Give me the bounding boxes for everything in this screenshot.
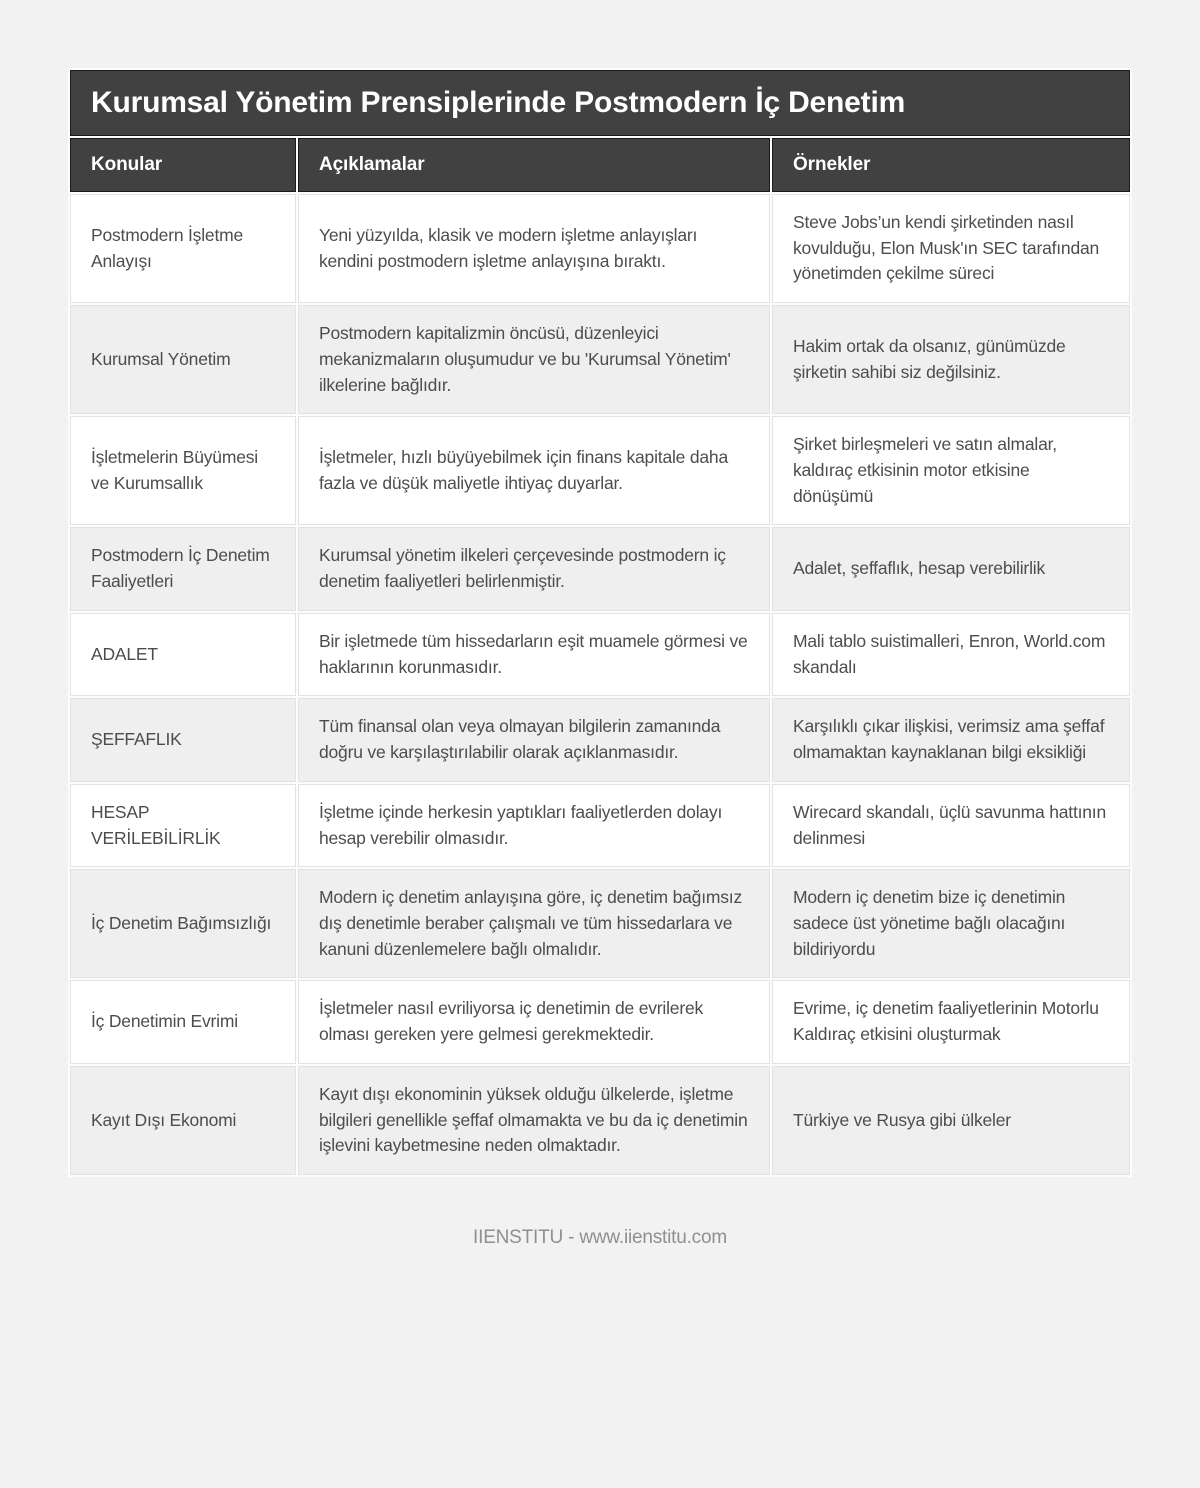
title-row [70, 70, 1130, 136]
example-cell: Hakim ortak da olsanız, günümüzde şirketin sahibi siz değilsiniz. [772, 305, 1130, 414]
example-cell: Modern iç denetim bize iç denetimin sadece üst yönetime bağlı olacağını bildiriyordu [772, 869, 1130, 978]
table-row [70, 784, 1130, 867]
topic-cell: İç Denetimin Evrimi [70, 980, 296, 1063]
topic-cell: Kayıt Dışı Ekonomi [70, 1066, 296, 1175]
topic-cell: Postmodern İç Denetim Faaliyetleri [70, 527, 296, 610]
description-cell: Tüm finansal olan veya olmayan bilgilerin zamanında doğru ve karşılaştırılabilir olarak açıklanmasıdır. [298, 698, 770, 781]
example-cell: Mali tablo suistimalleri, Enron, World.com skandalı [772, 613, 1130, 696]
example-cell: Steve Jobs’un kendi şirketinden nasıl kovulduğu, Elon Musk'ın SEC tarafından yönetimden çekilme süreci [772, 194, 1130, 303]
table-row [70, 980, 1130, 1063]
description-cell: İşletmeler, hızlı büyüyebilmek için finans kapitale daha fazla ve düşük maliyetle ihtiyaç duyarlar. [298, 416, 770, 525]
description-cell: İşletme içinde herkesin yaptıkları faaliyetlerden dolayı hesap verebilir olmasıdır. [298, 784, 770, 867]
table-row [70, 1066, 1130, 1175]
example-cell: Türkiye ve Rusya gibi ülkeler [772, 1066, 1130, 1175]
page-title: Kurumsal Yönetim Prensiplerinde Postmodern İç Denetim [70, 70, 1130, 136]
table-row [70, 194, 1130, 303]
table-row [70, 613, 1130, 696]
topic-cell: İç Denetim Bağımsızlığı [70, 869, 296, 978]
description-cell: Yeni yüzyılda, klasik ve modern işletme anlayışları kendini postmodern işletme anlayışına bıraktı. [298, 194, 770, 303]
description-cell: Kayıt dışı ekonominin yüksek olduğu ülkelerde, işletme bilgileri genellikle şeffaf olmamakta ve bu da iç denetimin işlevini kaybetmesine neden olmaktadır. [298, 1066, 770, 1175]
table-row [70, 698, 1130, 781]
description-cell: Kurumsal yönetim ilkeleri çerçevesinde postmodern iç denetim faaliyetleri belirlenmiştir. [298, 527, 770, 610]
table-row [70, 869, 1130, 978]
topic-cell: Postmodern İşletme Anlayışı [70, 194, 296, 303]
column-header-ornekler: Örnekler [772, 138, 1130, 192]
topic-cell: İşletmelerin Büyümesi ve Kurumsallık [70, 416, 296, 525]
example-cell: Karşılıklı çıkar ilişkisi, verimsiz ama şeffaf olmamaktan kaynaklanan bilgi eksikliği [772, 698, 1130, 781]
topic-cell: Kurumsal Yönetim [70, 305, 296, 414]
table-row [70, 305, 1130, 414]
topic-cell: HESAP VERİLEBİLİRLİK [70, 784, 296, 867]
column-header-konular: Konular [70, 138, 296, 192]
description-cell: Modern iç denetim anlayışına göre, iç denetim bağımsız dış denetimle beraber çalışmalı ve tüm hissedarlara ve kanuni düzenlemelere bağlı olmalıdır. [298, 869, 770, 978]
example-cell: Şirket birleşmeleri ve satın almalar, kaldıraç etkisinin motor etkisine dönüşümü [772, 416, 1130, 525]
table-header-row [70, 138, 1130, 192]
table-row [70, 416, 1130, 525]
table-body [70, 194, 1130, 1175]
topic-cell: ŞEFFAFLIK [70, 698, 296, 781]
description-cell: Postmodern kapitalizmin öncüsü, düzenleyici mekanizmaların oluşumudur ve bu 'Kurumsal Yönetim' ilkelerine bağlıdır. [298, 305, 770, 414]
description-cell: İşletmeler nasıl evriliyorsa iç denetimin de evrilerek olması gereken yere gelmesi gerekmektedir. [298, 980, 770, 1063]
table-row [70, 527, 1130, 610]
footer-credit: IIENSTITU - www.iienstitu.com [473, 1226, 727, 1248]
example-cell: Wirecard skandalı, üçlü savunma hattının delinmesi [772, 784, 1130, 867]
description-cell: Bir işletmede tüm hissedarların eşit muamele görmesi ve haklarının korunmasıdır. [298, 613, 770, 696]
column-header-aciklamalar: Açıklamalar [298, 138, 770, 192]
example-cell: Evrime, iç denetim faaliyetlerinin Motorlu Kaldıraç etkisini oluşturmak [772, 980, 1130, 1063]
example-cell: Adalet, şeffaflık, hesap verebilirlik [772, 527, 1130, 610]
content-table [68, 68, 1132, 1177]
topic-cell: ADALET [70, 613, 296, 696]
